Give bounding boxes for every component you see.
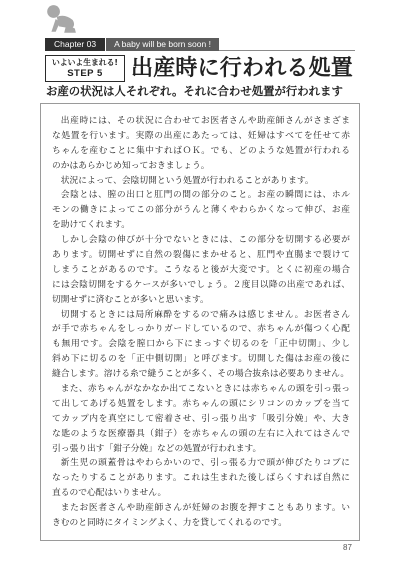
text-line: を助けてくれます。 <box>52 220 131 231</box>
paragraph <box>52 114 350 174</box>
text-line: きむのと同時にタイミングよく、力を貸してくれるのです。 <box>52 518 288 529</box>
text-line: ちゃんを産むことに集中すればＯＫ。でも、どのような処置が行われる <box>52 145 350 156</box>
text-line: 切開せずに済むことが多いと思います。 <box>52 294 209 305</box>
paragraph <box>52 174 350 189</box>
text-line: 新生児の頭蓋骨はやわらかいので、引っ張る力で頭が伸びたりコブに <box>60 458 350 469</box>
text-line: には会陰切開をするケースが多いでしょう。２度目以降の出産であれば、 <box>52 279 350 290</box>
chapter-subtitle: A baby will be born soon ! <box>105 38 219 51</box>
chapter-rule <box>219 38 355 51</box>
text-line: なったりすることがあります。これは生まれた後しばらくすれば自然に <box>52 473 350 484</box>
text-line: あります。切開せずに自然の裂傷にまかせると、肛門や直腸まで裂けて <box>52 250 350 261</box>
text-line: 縫合します。溶ける糸で縫うことが多く、その場合抜糸は必要ありません。 <box>52 369 350 380</box>
paragraph <box>52 233 350 307</box>
paragraph <box>52 308 350 382</box>
page-title: 出産時に行われる処置 <box>131 56 354 81</box>
text-line: また、赤ちゃんがなかなか出てこないときには赤ちゃんの頭を引っ張っ <box>60 384 350 395</box>
text-line: モンの働きによってこの部分がうんと薄くやわらかくなって伸び、お産 <box>52 205 350 216</box>
step-kicker: いよいよ生まれる! <box>52 58 118 67</box>
text-line: な匙のような医療器具（鉗子）を赤ちゃんの頭の左右に入れてはさんで <box>52 428 350 439</box>
text-line: も無用です。会陰を膣口から下にまっすぐ切るのを「正中切開」、少し <box>52 339 350 350</box>
paragraph <box>52 188 350 233</box>
text-line: しまうことがあるのです。こうなると後が大変です。とくに初産の場合 <box>52 264 350 275</box>
text-line: 直るので心配はいりません。 <box>52 488 167 499</box>
text-line: またお医者さんや助産師さんが妊婦のお腹を押すこともあります。い <box>60 503 350 514</box>
lead-text: お産の状況は人それぞれ。それに合わせ処置が行われます <box>46 84 343 98</box>
text-line: 会陰とは、膣の出口と肛門の間の部分のこと。お産の瞬間には、ホル <box>60 190 350 201</box>
body-text-box <box>40 103 360 541</box>
page-number: 87 <box>343 543 352 552</box>
paragraph <box>52 456 350 501</box>
text-line: のかはあらかじめ知っておきましょう。 <box>52 160 210 171</box>
text-line: 状況によって、会陰切開という処置が行われることがあります。 <box>60 175 314 186</box>
paragraph <box>52 501 350 531</box>
step-badge <box>45 55 125 82</box>
chapter-label: Chapter 03 <box>45 38 105 51</box>
chapter-bar <box>45 38 355 51</box>
text-line: な処置を行います。実際の出産にあたっては、妊婦はすべてを任せて赤 <box>52 130 350 141</box>
paragraph <box>52 382 350 456</box>
baby-icon <box>44 3 78 37</box>
text-line: 出産時には、その状況に合わせてお医者さんや助産師さんがさまざま <box>60 116 350 126</box>
text-line: てカップ内を真空にして密着させ、引っ張り出す「吸引分娩」や、大き <box>52 413 350 424</box>
text-line: しかし会陰の伸びが十分でないときには、この部分を切開する必要が <box>60 235 350 246</box>
text-line: 引っ張り出す「鉗子分娩」などの処置が行われます。 <box>52 443 262 454</box>
text-line: 斜め下に切るのを「正中側切開」と呼びます。切開した傷はお産の後に <box>52 354 350 365</box>
text-line: て出してあげる処置をします。赤ちゃんの頭にシリコンのカップを当て <box>52 398 350 409</box>
step-label: STEP 5 <box>67 68 103 79</box>
text-line: 切開するときには局所麻酔をするので痛みは感じません。お医者さん <box>60 309 350 320</box>
text-line: が手で赤ちゃんをしっかりガードしているので、赤ちゃんが傷つく心配 <box>52 324 350 335</box>
